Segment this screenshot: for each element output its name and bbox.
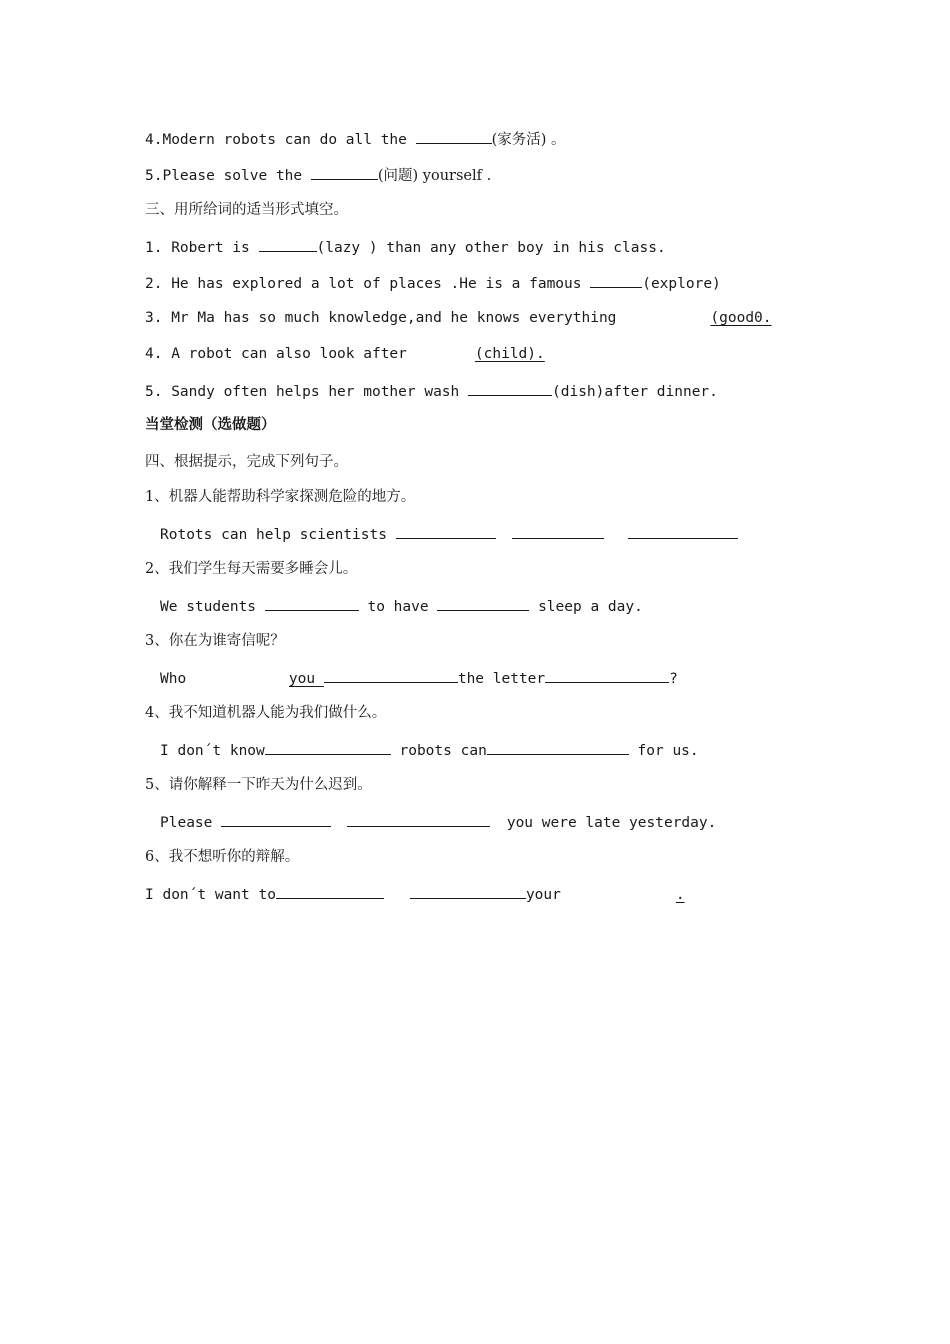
answer-blank[interactable] (437, 595, 529, 611)
answer-blank[interactable]: (child). (474, 346, 545, 362)
exercise-4-item-2-answer: We students to have sleep a day. (160, 595, 643, 615)
answer-blank[interactable] (265, 595, 359, 611)
answer-blank[interactable] (347, 811, 490, 827)
exercise-4-item-5-prompt: 5、请你解释一下昨天为什么迟到。 (145, 777, 372, 793)
exercise-4-item-1-prompt: 1、机器人能帮助科学家探测危险的地方。 (145, 489, 416, 505)
exercise-3-item-4: 4. A robot can also look after (child). (145, 346, 545, 362)
answer-blank[interactable] (276, 883, 384, 899)
answer-blank[interactable] (512, 523, 604, 539)
exercise-4-item-5-answer: Please you were late yesterday. (160, 811, 716, 831)
exercise-4-item-1-answer: Rotots can help scientists (160, 523, 738, 543)
section-3-heading: 三、用所给词的适当形式填空。 (145, 202, 348, 218)
answer-blank[interactable] (265, 739, 391, 755)
answer-blank[interactable] (416, 128, 492, 144)
answer-blank[interactable]: you (288, 671, 324, 687)
answer-blank[interactable]: (good0. (710, 310, 772, 326)
answer-blank[interactable] (628, 523, 738, 539)
exercise-4-item-4-answer: I don´t know robots can for us. (160, 739, 699, 759)
section-4-heading: 四、根据提示，完成下列句子。 (145, 454, 348, 470)
exercise-4-item-4-prompt: 4、我不知道机器人能为我们做什么。 (145, 705, 387, 721)
answer-blank[interactable] (487, 739, 629, 755)
exercise-4-item-2-prompt: 2、我们学生每天需要多睡会儿。 (145, 561, 358, 577)
answer-blank[interactable] (468, 380, 552, 396)
exercise-4-item-3-answer: Who you the letter ? (160, 667, 678, 687)
answer-blank[interactable] (410, 883, 526, 899)
answer-blank[interactable] (396, 523, 496, 539)
exercise-4-item-6-prompt: 6、我不想听你的辩解。 (145, 849, 300, 865)
exercise-4-item-6-answer: I don´t want to your . (145, 883, 685, 903)
exercise-4-item-3-prompt: 3、你在为谁寄信呢？ (145, 633, 285, 649)
exercise-2-item-5: 5.Please solve the (问题) yourself . (145, 164, 491, 184)
answer-blank[interactable] (545, 667, 669, 683)
exercise-3-item-1: 1. Robert is (lazy ) than any other boy in his class. (145, 236, 666, 256)
exercise-3-item-5: 5. Sandy often helps her mother wash (dish)after dinner. (145, 380, 718, 400)
answer-blank[interactable] (221, 811, 331, 827)
answer-blank[interactable] (311, 164, 378, 180)
exercise-3-item-3: 3. Mr Ma has so much knowledge,and he knows everything (good0. (145, 310, 772, 326)
answer-blank[interactable] (590, 272, 642, 288)
exercise-3-item-2: 2. He has explored a lot of places .He is a famous (explore) (145, 272, 721, 292)
answer-blank[interactable] (324, 667, 458, 683)
exercise-2-item-4: 4.Modern robots can do all the (家务活) 。 (145, 128, 566, 148)
answer-blank[interactable]: . (675, 887, 685, 903)
classroom-test-title: 当堂检测（选做题） (145, 417, 276, 433)
answer-blank[interactable] (259, 236, 317, 252)
